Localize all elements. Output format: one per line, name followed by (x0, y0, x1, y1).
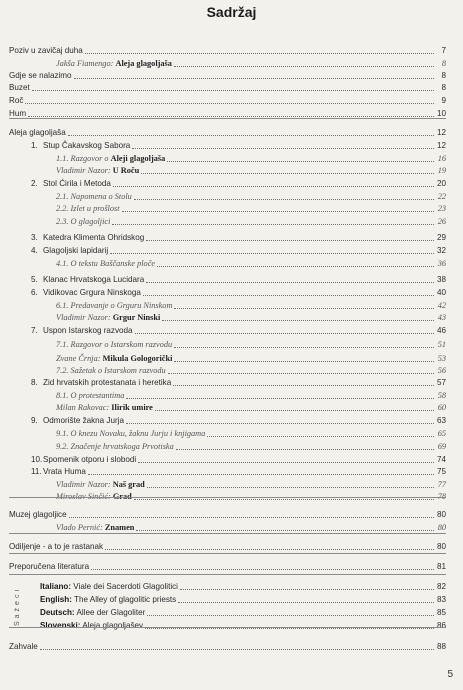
page-title: Sadržaj (206, 4, 257, 20)
toc-entry-page: 20 (436, 179, 446, 188)
dot-leader (174, 361, 434, 362)
entry-work-title: Mikula Gologorički (102, 354, 173, 363)
toc-entry-title (56, 259, 155, 269)
entry-title-text: Preporučena literatura (9, 562, 90, 571)
toc-entry-page: 80 (437, 523, 446, 532)
entry-title-text: 9.2. Značenje hrvatskoga Prvotiska (56, 442, 174, 451)
toc-entry-page: 16 (437, 154, 446, 163)
toc-entry[interactable] (56, 164, 446, 176)
toc-entry-page: 53 (437, 354, 446, 363)
dot-leader (146, 282, 434, 283)
toc-entry[interactable] (56, 427, 446, 439)
entry-author: Vlado Pernić: (56, 523, 103, 532)
toc-entry-title (56, 313, 160, 323)
toc-entry-page: 78 (437, 492, 446, 501)
entry-title-text: 4.1. O tekstu Baščanske ploče (56, 259, 156, 268)
toc-entry-title (9, 83, 30, 93)
toc-entry-title (56, 429, 205, 439)
toc-entry-title (9, 46, 83, 56)
toc-entry[interactable] (56, 490, 446, 502)
toc-entry-title (9, 642, 38, 652)
side-label-sazeci: Sažeci (14, 587, 21, 627)
entry-author: Vladimir Nazor: (56, 166, 111, 175)
toc-entry[interactable] (31, 177, 446, 189)
toc-entry-title (56, 301, 172, 311)
dot-leader (91, 569, 434, 570)
toc-entry[interactable] (9, 44, 446, 56)
toc-entry-number: 6. (31, 288, 38, 297)
entry-author: Vladimir Nazor: (56, 480, 111, 489)
toc-entry[interactable] (31, 244, 446, 256)
toc-entry[interactable] (31, 453, 446, 465)
toc-entry[interactable] (40, 606, 446, 618)
toc-entry[interactable] (31, 139, 446, 151)
toc-entry-title (56, 192, 132, 202)
language-label: English: (40, 595, 72, 604)
toc-entry[interactable] (56, 478, 446, 490)
dot-leader (174, 308, 434, 309)
toc-entry[interactable] (56, 190, 446, 202)
toc-entry[interactable] (56, 364, 446, 376)
dot-leader (40, 649, 434, 650)
toc-entry-title (56, 442, 174, 452)
toc-entry-page: 75 (436, 467, 446, 476)
toc-entry[interactable] (40, 619, 446, 631)
entry-author: Jakša Fiamengo: (56, 59, 114, 68)
toc-entry-number: 8. (31, 378, 38, 387)
toc-entry[interactable] (56, 389, 446, 401)
language-label: Deutsch: (40, 608, 75, 617)
toc-entry-page: 63 (436, 416, 446, 425)
toc-entry-number: 10. (31, 455, 43, 464)
toc-entry[interactable] (9, 81, 446, 93)
entry-title-text: 9.1. O knezu Novaku, žaknu Jurju i knjigama (56, 429, 206, 438)
dot-leader (28, 116, 434, 117)
dot-leader (138, 462, 434, 463)
dot-leader (155, 410, 434, 411)
dot-leader (145, 628, 434, 629)
toc-entry-page: 8 (441, 83, 446, 92)
entry-title-text: Odiljenje - a to je rastanak (9, 542, 104, 551)
entry-work-title: U Roču (112, 166, 140, 175)
entry-title-text: Allee der Glagoliter (76, 608, 146, 617)
dot-leader (122, 211, 434, 212)
dot-leader (174, 66, 434, 67)
entry-title-text: Spomenik otporu i slobodi (43, 455, 137, 464)
toc-entry-page: 60 (437, 403, 446, 412)
toc-entry-title (43, 416, 124, 426)
dot-leader (174, 347, 434, 348)
entry-title-text: Vidikovac Grgura Ninskoga (43, 288, 141, 297)
entry-title-text: Stol Ćirila i Metoda (43, 179, 111, 188)
entry-work-title: Ilirik umire (111, 403, 153, 412)
toc-entry-title (40, 582, 178, 592)
dot-leader (141, 173, 434, 174)
toc-entry-title (43, 246, 108, 256)
toc-entry[interactable] (31, 414, 446, 426)
toc-entry-title (40, 621, 143, 631)
dot-leader (136, 530, 434, 531)
toc-entry[interactable] (56, 57, 446, 69)
entry-title-text: Roč (9, 96, 24, 105)
toc-entry-page: 36 (437, 259, 446, 268)
entry-author: Vladimir Nazor: (56, 313, 111, 322)
toc-entry[interactable] (31, 324, 446, 336)
entry-author: Miroslav Sinčić: (56, 492, 111, 501)
toc-entry-number: 1. (31, 141, 38, 150)
toc-entry-number: 11. (31, 467, 42, 476)
toc-entry-number: 7. (31, 326, 38, 335)
dot-leader (85, 53, 434, 54)
dot-leader (178, 602, 434, 603)
dot-leader (134, 499, 434, 500)
toc-entry[interactable] (40, 580, 446, 592)
toc-entry-page: 57 (436, 378, 446, 387)
toc-entry-number: 5. (31, 275, 38, 284)
toc-entry-title (56, 154, 165, 164)
entry-title-text: 6.1. Predavanje o Grguru Ninskom (56, 301, 173, 310)
entry-title-text: Klanac Hrvatskoga Lucidara (43, 275, 145, 284)
toc-entry-title (43, 275, 144, 285)
dot-leader (134, 199, 434, 200)
toc-entry-title (43, 326, 133, 336)
toc-entry[interactable] (31, 273, 446, 285)
toc-entry-page: 7 (441, 46, 446, 55)
entry-title-text: Uspon Istarskog razvoda (43, 326, 133, 335)
toc-entry-title (43, 179, 111, 189)
toc-entry-title (56, 204, 120, 214)
dot-leader (68, 135, 434, 136)
language-label: Italiano: (40, 582, 72, 591)
toc-entry-title (43, 378, 171, 388)
toc-entry-page: 77 (437, 480, 446, 489)
entry-work-title: Grad (112, 492, 132, 501)
dot-leader (135, 333, 434, 334)
dot-leader (105, 549, 434, 550)
toc-entry-page: 56 (437, 366, 446, 375)
entry-title-text: 2.2. Izlet u prošlost (56, 204, 120, 213)
toc-entry-number: 2. (31, 179, 38, 188)
dot-leader (146, 240, 434, 241)
toc-entry-title (9, 71, 72, 81)
toc-entry-page: 43 (437, 313, 446, 322)
dot-leader (167, 161, 434, 162)
toc-entry-title (9, 128, 66, 138)
entry-title-text: The Alley of glagolitic priests (74, 595, 177, 604)
toc-entry[interactable] (9, 640, 446, 652)
entry-title-text: Zid hrvatskih protestanata i heretika (43, 378, 172, 387)
dot-leader (180, 589, 434, 590)
dot-leader (126, 398, 434, 399)
toc-entry-page: 85 (436, 608, 446, 617)
toc-entry[interactable] (31, 465, 446, 477)
toc-entry-page: 51 (437, 340, 446, 349)
toc-entry-page: 9 (441, 96, 446, 105)
dot-leader (147, 615, 434, 616)
toc-entry-page: 29 (436, 233, 446, 242)
toc-entry-page: 12 (436, 141, 446, 150)
toc-entry-page: 32 (436, 246, 446, 255)
toc-entry-title (40, 608, 145, 618)
toc-entry[interactable] (56, 521, 446, 533)
toc-entry-page: 80 (436, 510, 446, 519)
toc-entry-page: 46 (436, 326, 446, 335)
dot-leader (110, 253, 434, 254)
toc-entry-title (9, 510, 67, 520)
section-divider (9, 627, 446, 628)
dot-leader (173, 385, 434, 386)
toc-entry-page: 40 (436, 288, 446, 297)
toc-entry[interactable] (56, 440, 446, 452)
toc-entry-title (56, 166, 139, 176)
entry-title-text: Poziv u zavičaj duha (9, 46, 83, 55)
dot-leader (88, 474, 434, 475)
toc-entry-page: 26 (437, 217, 446, 226)
dot-leader (126, 423, 434, 424)
entry-title-text: Gdje se nalazimo (9, 71, 72, 80)
toc-entry-title (56, 523, 134, 533)
dot-leader (32, 90, 434, 91)
entry-work-title: Aleji glagoljaša (110, 154, 166, 163)
toc-entry-title (56, 340, 172, 350)
toc-entry[interactable] (31, 286, 446, 298)
toc-entry-page: 86 (436, 621, 446, 630)
toc-entry-page: 19 (437, 166, 446, 175)
toc-entry-page: 22 (437, 192, 446, 201)
toc-entry-title (56, 480, 145, 490)
toc-entry[interactable] (56, 299, 446, 311)
toc-entry-title (56, 403, 153, 413)
toc-entry[interactable] (56, 152, 446, 164)
toc-entry[interactable] (56, 401, 446, 413)
toc-entry[interactable] (9, 560, 446, 572)
entry-title-text: 2.1. Napomena o Stolu (56, 192, 132, 201)
toc-entry[interactable] (56, 202, 446, 214)
dot-leader (69, 517, 434, 518)
entry-title-text: Vrata Huma (43, 467, 86, 476)
toc-entry-title (40, 595, 176, 605)
entry-title-text: Viale dei Sacerdoti Glagolitici (73, 582, 178, 591)
entry-work-title: Naš grad (112, 480, 145, 489)
entry-title-text: 7.1. Razgovor o Istarskom razvodu (56, 340, 173, 349)
entry-author: Milan Rakovac: (56, 403, 110, 412)
entry-title-text: 8.1. O protestantima (56, 391, 125, 400)
toc-entry[interactable] (56, 215, 446, 227)
page-number: 5 (447, 669, 453, 680)
section-divider (9, 553, 446, 554)
toc-entry-title (9, 562, 89, 572)
entry-title-text: Hum (9, 109, 27, 118)
toc-entry-title (9, 96, 23, 106)
toc-entry-title (43, 467, 86, 477)
section-divider (9, 574, 446, 575)
toc-entry-title (56, 217, 110, 227)
toc-entry-number: 3. (31, 233, 38, 242)
toc-entry[interactable] (56, 311, 446, 323)
entry-title-text: 7.2. Sažetak o Istarskom razvodu (56, 366, 166, 375)
dot-leader (207, 436, 434, 437)
toc-entry-title (43, 141, 130, 151)
entry-title-text: Odmorište žakna Jurja (43, 416, 124, 425)
dot-leader (143, 295, 434, 296)
toc-entry[interactable] (9, 540, 446, 552)
toc-entry-title (43, 233, 144, 243)
toc-entry-page: 8 (441, 71, 446, 80)
dot-leader (74, 78, 434, 79)
toc-entry[interactable] (40, 593, 446, 605)
toc-entry-number: 9. (31, 416, 38, 425)
toc-entry-page: 81 (436, 562, 446, 571)
toc-entry-title (43, 455, 136, 465)
toc-entry-title (56, 354, 172, 364)
toc-entry-page: 88 (436, 642, 446, 651)
toc-entry[interactable] (31, 376, 446, 388)
dot-leader (112, 224, 434, 225)
entry-work-title: Grgur Ninski (112, 313, 161, 322)
dot-leader (176, 449, 434, 450)
toc-entry[interactable] (31, 231, 446, 243)
entry-work-title: Znamen (104, 523, 135, 532)
toc-entry-title (43, 288, 141, 298)
toc-entry-page: 65 (437, 429, 446, 438)
entry-author: Zvane Črnja: (56, 354, 101, 363)
entry-title-text: 1.1. Razgovor o (56, 154, 109, 163)
entry-title-text: Glagoljski lapidarij (43, 246, 109, 255)
toc-entry-page: 80 (436, 542, 446, 551)
toc-entry-page: 12 (436, 128, 446, 137)
toc-entry[interactable] (9, 508, 446, 520)
dot-leader (25, 103, 434, 104)
section-divider (9, 533, 446, 534)
dot-leader (162, 320, 434, 321)
entry-title-text: Muzej glagoljice (9, 510, 67, 519)
dot-leader (113, 186, 434, 187)
toc-entry-page: 82 (436, 582, 446, 591)
dot-leader (168, 373, 434, 374)
toc-entry-page: 42 (437, 301, 446, 310)
toc-entry-title (9, 542, 103, 552)
toc-entry-page: 8 (441, 59, 446, 68)
toc-entry-page: 58 (437, 391, 446, 400)
entry-title-text: Stup Čakavskog Sabora (43, 141, 131, 150)
entry-title-text: Katedra Klimenta Ohridskog (43, 233, 145, 242)
toc-entry-page: 10 (436, 109, 446, 118)
dot-leader (157, 266, 434, 267)
toc-entry[interactable] (56, 257, 446, 269)
toc-entry[interactable] (56, 352, 446, 364)
entry-title-text: Aleja glagoljaša (9, 128, 66, 137)
toc-entry-title (56, 59, 172, 69)
dot-leader (147, 487, 434, 488)
section-divider (9, 497, 446, 498)
entry-title-text: Aleja glagoljašev (82, 621, 144, 630)
toc-entry-page: 23 (437, 204, 446, 213)
toc-entry-page: 69 (437, 442, 446, 451)
entry-title-text: Buzet (9, 83, 30, 92)
toc-entry-title (56, 391, 124, 401)
toc-entry[interactable] (9, 69, 446, 81)
toc-entry-page: 38 (436, 275, 446, 284)
entry-title-text: 2.3. O glagoljici (56, 217, 111, 226)
entry-title-text: Zahvale (9, 642, 38, 651)
toc-entry[interactable] (56, 338, 446, 350)
toc-entry-page: 74 (436, 455, 446, 464)
toc-entry-title (56, 366, 166, 376)
toc-entry-number: 4. (31, 246, 38, 255)
dot-leader (132, 148, 434, 149)
toc-entry[interactable] (9, 94, 446, 106)
toc-entry[interactable] (9, 126, 446, 138)
section-divider (9, 118, 446, 119)
toc-entry-page: 83 (436, 595, 446, 604)
entry-work-title: Aleja glagoljaša (115, 59, 172, 68)
language-label: Slovenski: (40, 621, 81, 630)
